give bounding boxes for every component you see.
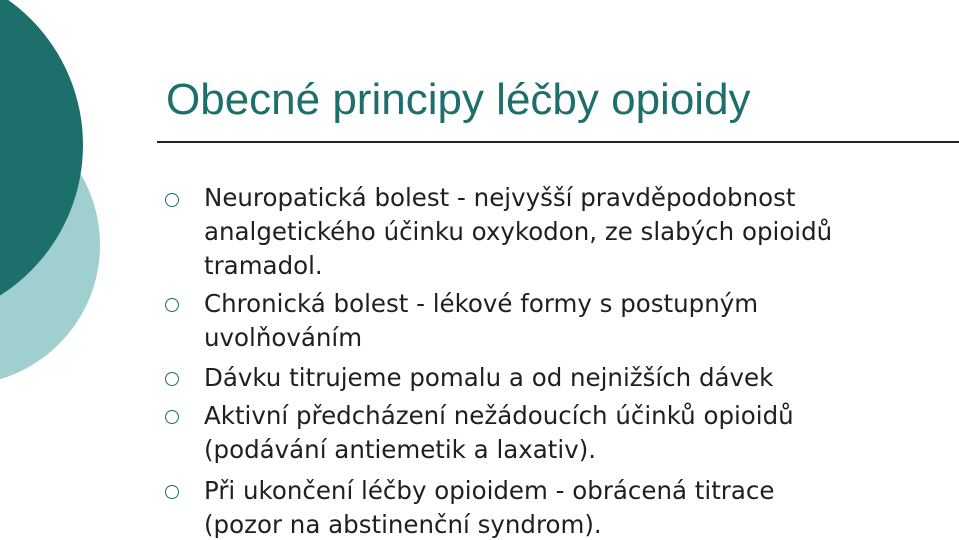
circle-bullet-icon: [165, 298, 179, 312]
bullet-text: Při ukončení léčby opioidem - obrácená titrace (pozor na abstinenční syndrom).: [204, 476, 775, 539]
bullet-text: Dávku titrujeme pomalu a od nejnižších dávek: [204, 363, 774, 392]
circle-bullet-icon: [165, 193, 179, 207]
slide-title: Obecné principy léčby opioidy: [166, 75, 751, 124]
bullet-text: Chronická bolest - lékové formy s postupným uvolňováním: [204, 289, 759, 352]
circle-bullet-icon: [165, 372, 179, 386]
circle-bullet-icon: [165, 485, 179, 499]
bullet-text: Aktivní předcházení nežádoucích účinků opioidů (podávání antiemetik a laxativ).: [204, 401, 794, 464]
circle-bullet-icon: [165, 410, 179, 424]
bullet-text: Neuropatická bolest - nejvyšší pravděpodobnost analgetického účinku oxykodon, ze slabých opioidů tramadol.: [204, 183, 833, 280]
